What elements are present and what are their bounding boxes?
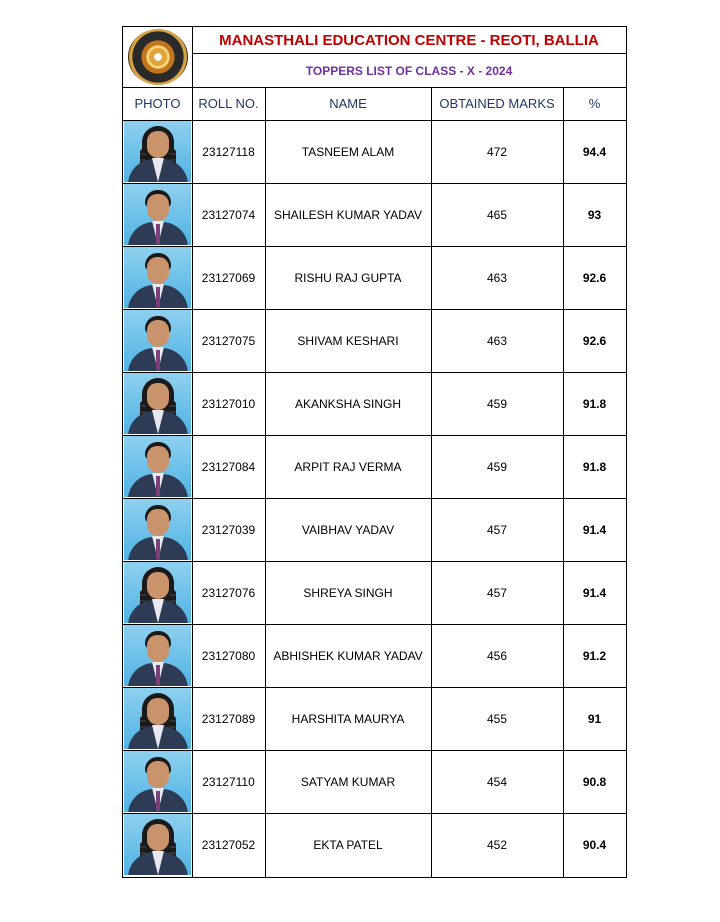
student-photo-girl-icon	[124, 814, 191, 875]
percentage: 91	[587, 711, 602, 726]
student-name: SHIVAM KESHARI	[297, 333, 399, 348]
divider	[123, 813, 626, 814]
divider	[123, 435, 626, 436]
roll-number: 23127074	[201, 207, 256, 222]
student-photo-cell	[123, 687, 192, 750]
divider	[192, 53, 626, 54]
divider	[123, 561, 626, 562]
divider	[123, 687, 626, 688]
student-photo-boy-icon	[124, 751, 191, 812]
obtained-marks: 454	[486, 774, 508, 789]
roll-number: 23127089	[201, 711, 256, 726]
student-photo-girl-icon	[124, 562, 191, 623]
divider	[123, 498, 626, 499]
divider	[563, 87, 564, 877]
roll-number: 23127052	[201, 837, 256, 852]
student-name: AKANKSHA SINGH	[294, 396, 402, 411]
column-header-percent: %	[588, 96, 601, 111]
obtained-marks: 459	[486, 459, 508, 474]
obtained-marks: 457	[486, 585, 508, 600]
student-name: ARPIT RAJ VERMA	[294, 459, 402, 474]
student-name: SHREYA SINGH	[303, 585, 393, 600]
divider	[123, 87, 626, 88]
student-photo-girl-icon	[124, 373, 191, 434]
obtained-marks: 465	[486, 207, 508, 222]
student-photo-cell	[123, 183, 192, 246]
student-photo-cell	[123, 435, 192, 498]
logo-cell	[123, 27, 192, 87]
percentage: 90.8	[582, 774, 607, 789]
divider	[123, 624, 626, 625]
obtained-marks: 452	[486, 837, 508, 852]
student-photo-boy-icon	[124, 625, 191, 686]
column-header-marks: OBTAINED MARKS	[439, 96, 555, 111]
obtained-marks: 463	[486, 270, 508, 285]
roll-number: 23127080	[201, 648, 256, 663]
column-header-photo: PHOTO	[134, 96, 181, 111]
percentage: 91.2	[582, 648, 607, 663]
student-photo-cell	[123, 561, 192, 624]
divider	[123, 183, 626, 184]
student-name: SHAILESH KUMAR YADAV	[273, 207, 423, 222]
divider	[431, 87, 432, 877]
roll-number: 23127039	[201, 522, 256, 537]
student-name: VAIBHAV YADAV	[301, 522, 395, 537]
student-photo-boy-icon	[124, 247, 191, 308]
student-photo-cell	[123, 813, 192, 876]
student-name: TASNEEM ALAM	[301, 144, 395, 159]
divider	[123, 750, 626, 751]
obtained-marks: 463	[486, 333, 508, 348]
column-header-name: NAME	[329, 96, 367, 111]
student-name: RISHU RAJ GUPTA	[294, 270, 402, 285]
divider	[123, 120, 626, 121]
school-crest-logo-icon	[128, 29, 188, 85]
student-photo-boy-icon	[124, 310, 191, 371]
student-photo-boy-icon	[124, 436, 191, 497]
roll-number: 23127069	[201, 270, 256, 285]
percentage: 91.8	[582, 459, 607, 474]
percentage: 93	[587, 207, 602, 222]
student-name: SATYAM KUMAR	[300, 774, 396, 789]
student-name: EKTA PATEL	[313, 837, 383, 852]
obtained-marks: 459	[486, 396, 508, 411]
student-photo-cell	[123, 624, 192, 687]
student-photo-boy-icon	[124, 499, 191, 560]
student-photo-girl-icon	[124, 688, 191, 749]
student-photo-cell	[123, 372, 192, 435]
percentage: 91.4	[582, 585, 607, 600]
divider	[123, 309, 626, 310]
student-photo-cell	[123, 309, 192, 372]
obtained-marks: 457	[486, 522, 508, 537]
percentage: 90.4	[582, 837, 607, 852]
roll-number: 23127110	[202, 774, 255, 789]
obtained-marks: 456	[486, 648, 508, 663]
student-name: HARSHITA MAURYA	[291, 711, 405, 726]
roll-number: 23127118	[202, 144, 255, 159]
student-name: ABHISHEK KUMAR YADAV	[273, 648, 423, 663]
student-photo-cell	[123, 750, 192, 813]
divider	[123, 246, 626, 247]
toppers-table	[122, 26, 627, 878]
school-name: MANASTHALI EDUCATION CENTRE - REOTI, BALLIA	[219, 32, 599, 49]
roll-number: 23127010	[201, 396, 256, 411]
obtained-marks: 455	[486, 711, 508, 726]
percentage: 94.4	[582, 144, 607, 159]
column-header-roll: ROLL NO.	[198, 96, 259, 111]
roll-number: 23127076	[201, 585, 256, 600]
percentage: 91.4	[582, 522, 607, 537]
student-photo-girl-icon	[124, 121, 191, 182]
student-photo-cell	[123, 498, 192, 561]
percentage: 91.8	[582, 396, 607, 411]
list-title: TOPPERS LIST OF CLASS - X - 2024	[305, 63, 513, 78]
student-photo-cell	[123, 246, 192, 309]
divider	[123, 372, 626, 373]
student-photo-boy-icon	[124, 184, 191, 245]
roll-number: 23127084	[201, 459, 256, 474]
obtained-marks: 472	[486, 144, 508, 159]
percentage: 92.6	[582, 270, 607, 285]
divider	[265, 87, 266, 877]
roll-number: 23127075	[201, 333, 256, 348]
percentage: 92.6	[582, 333, 607, 348]
student-photo-cell	[123, 120, 192, 183]
divider	[192, 27, 193, 877]
